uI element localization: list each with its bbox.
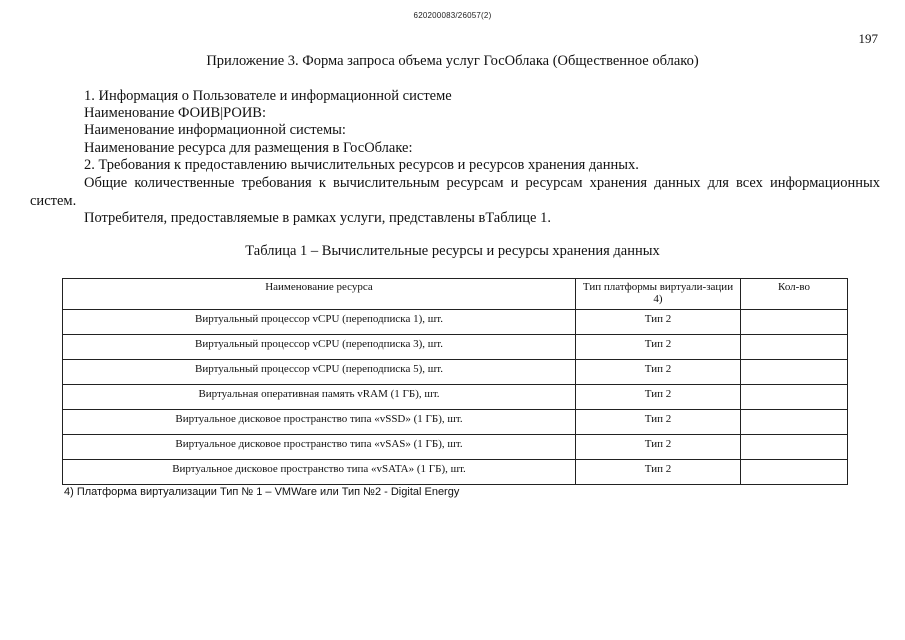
table-row xyxy=(63,460,848,485)
requirements-paragraph-line-1: Общие количественные требования к вычислительным ресурсам и ресурсам хранения данных для всех информационных xyxy=(84,175,880,191)
field-information-system: Наименование информационной системы: xyxy=(84,122,346,138)
quantity-cell[interactable] xyxy=(741,435,848,460)
quantity-cell[interactable] xyxy=(741,460,848,485)
quantity-cell[interactable] xyxy=(741,385,848,410)
platform-type-cell: Тип 2 xyxy=(576,460,741,485)
header-resource-name: Наименование ресурса xyxy=(63,279,576,310)
platform-type-cell: Тип 2 xyxy=(576,310,741,335)
platform-type-cell: Тип 2 xyxy=(576,435,741,460)
quantity-cell[interactable] xyxy=(741,360,848,385)
resource-name-cell: Виртуальное дисковое пространство типа «vSAS» (1 ГБ), шт. xyxy=(63,435,576,460)
platform-type-cell: Тип 2 xyxy=(576,335,741,360)
resource-name-cell: Виртуальный процессор vCPU (переподписка 5), шт. xyxy=(63,360,576,385)
table-row xyxy=(63,435,848,460)
resource-name-cell: Виртуальное дисковое пространство типа «vSATA» (1 ГБ), шт. xyxy=(63,460,576,485)
document-id: 620200083/26057(2) xyxy=(413,11,492,20)
section-2-heading: 2. Требования к предоставлению вычислительных ресурсов и ресурсов хранения данных. xyxy=(84,157,639,173)
quantity-cell[interactable] xyxy=(741,335,848,360)
resources-table xyxy=(62,278,848,485)
requirements-paragraph-line-2: систем. xyxy=(30,193,77,209)
field-foiv-roiv: Наименование ФОИВ|РОИВ: xyxy=(84,105,266,121)
platform-type-cell: Тип 2 xyxy=(576,360,741,385)
quantity-cell[interactable] xyxy=(741,410,848,435)
resource-name-cell: Виртуальное дисковое пространство типа «vSSD» (1 ГБ), шт. xyxy=(63,410,576,435)
resource-name-cell: Виртуальный процессор vCPU (переподписка 3), шт. xyxy=(63,335,576,360)
header-quantity: Кол-во xyxy=(741,279,848,310)
page-number: 197 xyxy=(858,31,878,46)
platform-type-cell: Тип 2 xyxy=(576,385,741,410)
field-resource-name: Наименование ресурса для размещения в ГосОблаке: xyxy=(84,140,413,156)
table-row xyxy=(63,310,848,335)
resource-name-cell: Виртуальный процессор vCPU (переподписка 1), шт. xyxy=(63,310,576,335)
table-caption: Таблица 1 – Вычислительные ресурсы и ресурсы хранения данных xyxy=(245,243,660,259)
quantity-cell[interactable] xyxy=(741,310,848,335)
table-row xyxy=(63,385,848,410)
table-row xyxy=(63,410,848,435)
table-header-row xyxy=(63,279,848,310)
table-row xyxy=(63,360,848,385)
appendix-title: Приложение 3. Форма запроса объема услуг ГосОблака (Общественное облако) xyxy=(206,53,699,69)
header-platform-type: Тип платформы виртуали-зации 4) xyxy=(576,279,741,310)
requirements-paragraph-line-3: Потребителя, предоставляемые в рамках услуги, представлены вТаблице 1. xyxy=(84,210,551,226)
platform-type-cell: Тип 2 xyxy=(576,410,741,435)
footnote-4: 4) Платформа виртуализации Тип № 1 – VMWare или Тип №2 - Digital Energy xyxy=(64,486,460,498)
section-1-heading: 1. Информация о Пользователе и информационной системе xyxy=(84,88,452,104)
resource-name-cell: Виртуальная оперативная память vRAM (1 ГБ), шт. xyxy=(63,385,576,410)
table-row xyxy=(63,335,848,360)
